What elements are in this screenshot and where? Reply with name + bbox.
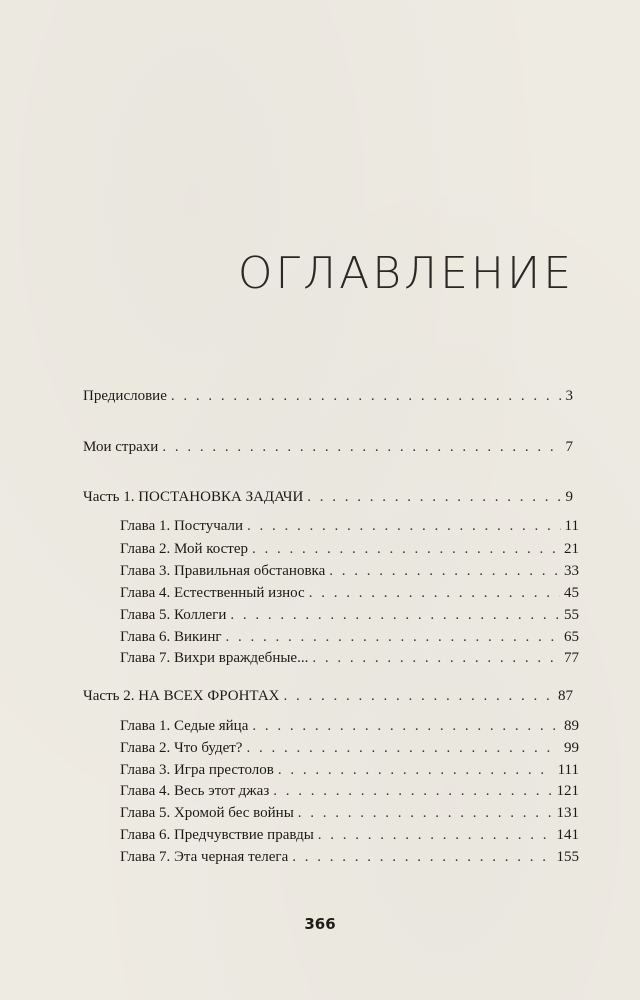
leader-dots [309, 583, 560, 603]
toc-chapter [120, 847, 579, 867]
toc-chapter [120, 760, 579, 780]
leader-dots [312, 648, 560, 668]
toc-chapter-page: 33 [564, 563, 579, 579]
leader-dots [247, 516, 561, 536]
toc-part-label: Часть 2. НА ВСЕХ ФРОНТАХ [83, 688, 280, 704]
leader-dots [292, 847, 552, 867]
leader-dots [284, 686, 554, 706]
leader-dots [278, 760, 554, 780]
toc-chapter-label: Глава 1. Постучали [120, 518, 244, 534]
toc-chapter-page: 141 [556, 827, 579, 843]
page-title: ОГЛАВЛЕНИЕ [237, 248, 574, 299]
toc-chapter-label: Глава 2. Мой костер [120, 541, 248, 557]
toc-part-page: 87 [558, 688, 573, 704]
toc-chapter [120, 803, 579, 823]
toc-chapter-label: Глава 5. Коллеги [120, 607, 227, 623]
leader-dots [252, 539, 560, 559]
toc-chapter-label: Глава 5. Хромой бес войны [120, 805, 294, 821]
toc-chapter-page: 99 [564, 740, 579, 756]
toc-chapter-page: 77 [564, 650, 579, 666]
toc-entry-fears [83, 437, 573, 457]
toc-chapter-page: 11 [564, 518, 579, 534]
toc-chapter-label: Глава 6. Викинг [120, 629, 222, 645]
toc-entry-page: 3 [565, 388, 573, 404]
toc-chapter [120, 561, 579, 581]
leader-dots [162, 437, 561, 457]
toc-entry-label: Мои страхи [83, 439, 159, 455]
leader-dots [329, 561, 560, 581]
toc-chapter-label: Глава 6. Предчувствие правды [120, 827, 314, 843]
toc-chapter-label: Глава 3. Игра престолов [120, 762, 274, 778]
leader-dots [307, 487, 561, 507]
leader-dots [230, 605, 560, 625]
toc-chapter-page: 55 [564, 607, 579, 623]
toc-entry-label: Предисловие [83, 388, 167, 404]
toc-chapter [120, 825, 579, 845]
page-number: 366 [304, 915, 336, 933]
leader-dots [252, 716, 560, 736]
toc-chapter-label: Глава 4. Весь этот джаз [120, 783, 270, 799]
toc-chapter-label: Глава 1. Седые яйца [120, 718, 249, 734]
toc-chapter-page: 121 [556, 783, 579, 799]
toc-chapter-label: Глава 2. Что будет? [120, 740, 243, 756]
toc-chapter-label: Глава 7. Эта черная телега [120, 849, 289, 865]
toc-chapter-page: 45 [564, 585, 579, 601]
toc-part-2 [83, 686, 573, 706]
toc-part-page: 9 [565, 489, 573, 505]
toc-chapter-page: 155 [556, 849, 579, 865]
toc-chapter [120, 539, 579, 559]
leader-dots [246, 738, 560, 758]
toc-part-1 [83, 487, 573, 507]
toc-chapter [120, 738, 579, 758]
toc-chapter-label: Глава 4. Естественный износ [120, 585, 305, 601]
leader-dots [226, 627, 560, 647]
toc-chapter-label: Глава 7. Вихри враждебные... [120, 650, 309, 666]
leader-dots [273, 781, 552, 801]
toc-entry-page: 7 [565, 439, 573, 455]
toc-chapter [120, 516, 579, 536]
toc-chapter-page: 131 [556, 805, 579, 821]
toc-chapter [120, 605, 579, 625]
toc-entry-preface [83, 386, 573, 406]
leader-dots [318, 825, 553, 845]
toc-part-label: Часть 1. ПОСТАНОВКА ЗАДАЧИ [83, 489, 304, 505]
toc-chapter [120, 781, 579, 801]
toc-chapter [120, 648, 579, 668]
toc-chapter-label: Глава 3. Правильная обстановка [120, 563, 326, 579]
toc-chapter-page: 21 [564, 541, 579, 557]
toc-chapter [120, 583, 579, 603]
toc-chapter-page: 65 [564, 629, 579, 645]
toc-chapter [120, 716, 579, 736]
toc-chapter [120, 627, 579, 647]
toc-chapter-page: 89 [564, 718, 579, 734]
toc-chapter-page: 111 [557, 762, 579, 778]
leader-dots [298, 803, 553, 823]
leader-dots [171, 386, 562, 406]
